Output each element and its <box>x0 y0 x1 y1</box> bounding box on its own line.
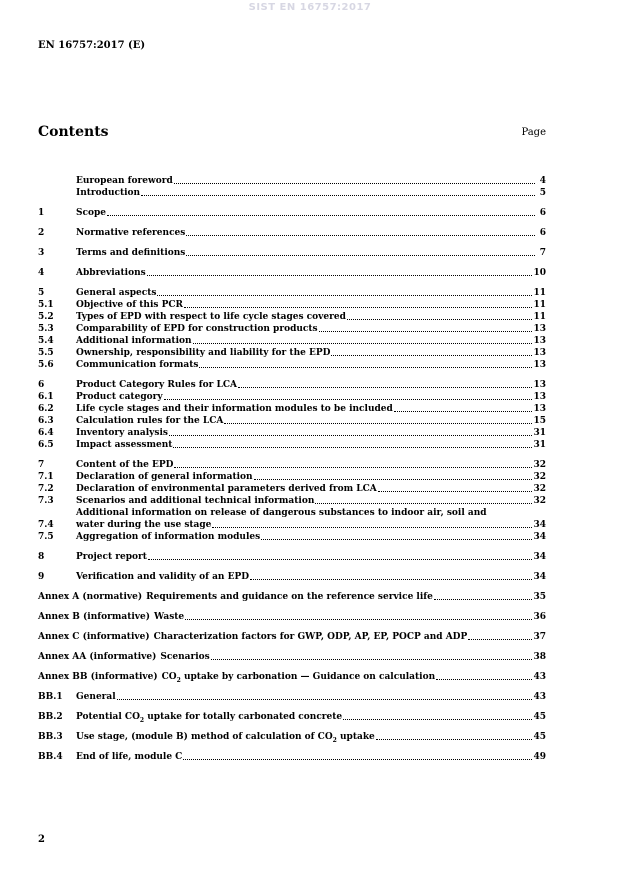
toc-entry-page: 13 <box>533 336 546 346</box>
dot-leader <box>261 539 532 540</box>
toc-entry-number: BB.2 <box>38 712 63 722</box>
toc-entry-title: Comparability of EPD for construction products <box>76 323 533 335</box>
dot-leader <box>347 319 533 320</box>
toc-entry-number: Annex AA (informative) <box>38 652 157 662</box>
toc-entry-number: 4 <box>38 268 45 278</box>
toc-entry-title: Content of the EPD <box>76 459 533 471</box>
toc-entry-page: 13 <box>533 404 546 414</box>
dot-leader <box>186 235 535 236</box>
toc-entry-page: 38 <box>533 652 546 662</box>
dot-leader <box>376 739 533 740</box>
toc-entry[interactable] <box>38 611 546 623</box>
toc-entry-page: 34 <box>533 520 546 530</box>
toc-entry-number: 5.1 <box>38 300 54 310</box>
toc-entry[interactable] <box>38 311 546 323</box>
toc-entry-number: Annex BB (informative) <box>38 672 158 682</box>
dot-leader <box>343 719 532 720</box>
toc-entry-page: 35 <box>533 592 546 602</box>
toc-entry-number: 7.4 <box>38 520 54 530</box>
toc-entry-title: Communication formats <box>76 359 533 371</box>
toc-entry-title: Project report <box>76 551 533 563</box>
toc-entry-page: 32 <box>533 484 546 494</box>
toc-entry[interactable] <box>38 691 546 703</box>
toc-entry-page: 31 <box>533 440 546 450</box>
toc-entry-page: 5 <box>539 188 546 198</box>
toc-entry-number: 5.2 <box>38 312 54 322</box>
toc-entry[interactable] <box>38 471 546 483</box>
toc-entry[interactable] <box>38 591 546 603</box>
toc-entry-title: General <box>76 691 533 703</box>
toc-entry-title: Additional information on release of dangerous substances to indoor air, soil and water during the use stage <box>76 507 533 531</box>
toc-entry-page: 11 <box>533 300 546 310</box>
toc-entry-page: 6 <box>539 208 546 218</box>
toc-entry-title: Additional information <box>76 335 533 347</box>
toc-entry-title: Ownership, responsibility and liability for the EPD <box>76 347 533 359</box>
toc-entry-page: 36 <box>533 612 546 622</box>
toc-entry-number: 8 <box>38 552 45 562</box>
toc-entry-title: Inventory analysis <box>76 427 533 439</box>
dot-leader <box>224 423 532 424</box>
toc-entry-number: 6.2 <box>38 404 54 414</box>
toc-entry-title: Characterization factors for GWP, ODP, AP, EP, POCP and ADP <box>154 631 534 643</box>
toc-entry-page: 10 <box>533 268 546 278</box>
toc-entry-page: 43 <box>533 692 546 702</box>
toc-entry-title: Impact assessment <box>76 439 533 451</box>
toc-entry[interactable] <box>38 299 546 311</box>
toc-entry-title: Aggregation of information modules <box>76 531 533 543</box>
toc-entry-title: Declaration of environmental parameters derived from LCA <box>76 483 533 495</box>
table-of-contents <box>38 175 546 763</box>
toc-entry-page: 49 <box>533 752 546 762</box>
dot-leader <box>394 411 533 412</box>
dot-leader <box>107 215 535 216</box>
dot-leader <box>250 579 532 580</box>
toc-entry[interactable] <box>38 267 546 279</box>
toc-entry-title: Requirements and guidance on the reference service life <box>146 591 533 603</box>
toc-entry-page: 11 <box>533 312 546 322</box>
toc-entry[interactable] <box>38 207 546 219</box>
toc-entry[interactable] <box>38 379 546 391</box>
toc-entry[interactable] <box>38 403 546 415</box>
toc-entry-number: 5 <box>38 288 45 298</box>
dot-leader <box>169 435 533 436</box>
toc-entry-page: 13 <box>533 392 546 402</box>
toc-entry-number: 7.3 <box>38 496 54 506</box>
toc-entry-page: 34 <box>533 552 546 562</box>
toc-entry[interactable] <box>38 731 546 743</box>
toc-entry-number: 7.5 <box>38 532 54 542</box>
dot-leader <box>174 467 532 468</box>
toc-entry-number: BB.3 <box>38 732 63 742</box>
dot-leader <box>157 295 532 296</box>
toc-entry-page: 45 <box>533 732 546 742</box>
toc-entry[interactable] <box>38 459 546 471</box>
toc-entry-number: 6 <box>38 380 45 390</box>
dot-leader <box>174 183 535 184</box>
toc-entry[interactable] <box>38 175 546 187</box>
toc-entry[interactable] <box>38 507 546 531</box>
dot-leader <box>468 639 532 640</box>
toc-entry[interactable] <box>38 247 546 259</box>
contents-heading: Contents <box>38 124 109 140</box>
toc-entry-title: End of life, module C <box>76 751 533 763</box>
toc-entry[interactable] <box>38 391 546 403</box>
dot-leader <box>254 479 533 480</box>
toc-entry-page: 45 <box>533 712 546 722</box>
document-id: EN 16757:2017 (E) <box>38 40 146 51</box>
page-column-label: Page <box>521 127 546 138</box>
toc-entry-number: BB.1 <box>38 692 63 702</box>
toc-entry[interactable] <box>38 359 546 371</box>
toc-entry-number: Annex A (normative) <box>38 592 143 602</box>
dot-leader <box>238 387 532 388</box>
toc-entry[interactable] <box>38 427 546 439</box>
toc-entry-title: Use stage, (module B) method of calculation of $CO_2$ uptake <box>76 731 533 743</box>
dot-leader <box>186 255 535 256</box>
toc-entry-page: 4 <box>539 176 546 186</box>
toc-entry-page: 31 <box>533 428 546 438</box>
toc-entry-title: Product Category Rules for LCA <box>76 379 533 391</box>
toc-entry-page: 6 <box>539 228 546 238</box>
dot-leader <box>211 659 533 660</box>
toc-entry[interactable] <box>38 571 546 583</box>
toc-entry[interactable] <box>38 187 546 199</box>
toc-entry[interactable] <box>38 631 546 643</box>
toc-entry-title: Scenarios and additional technical information <box>76 495 533 507</box>
toc-entry-page: 13 <box>533 348 546 358</box>
toc-entry-page: 32 <box>533 496 546 506</box>
toc-entry-number: 5.3 <box>38 324 54 334</box>
toc-entry-page: 15 <box>533 416 546 426</box>
toc-entry-number: 6.5 <box>38 440 54 450</box>
dot-leader <box>117 699 533 700</box>
toc-entry-page: 32 <box>533 460 546 470</box>
toc-entry-page: 34 <box>533 572 546 582</box>
dot-leader <box>147 275 533 276</box>
toc-entry-number: 7.2 <box>38 484 54 494</box>
dot-leader <box>164 399 533 400</box>
toc-entry-number: BB.4 <box>38 752 63 762</box>
dot-leader <box>183 759 532 760</box>
dot-leader <box>315 503 532 504</box>
toc-entry-title: $CO_2$ uptake by carbonation — Guidance on calculation <box>162 671 534 683</box>
toc-entry-number: 6.1 <box>38 392 54 402</box>
toc-entry-number: 2 <box>38 228 45 238</box>
dot-leader <box>378 491 533 492</box>
toc-entry-title: Calculation rules for the LCA <box>76 415 533 427</box>
toc-entry[interactable] <box>38 227 546 239</box>
dot-leader <box>434 599 533 600</box>
dot-leader <box>436 679 532 680</box>
toc-entry-title: Types of EPD with respect to life cycle stages covered <box>76 311 533 323</box>
toc-entry[interactable] <box>38 531 546 543</box>
toc-entry-title: Introduction <box>76 187 536 199</box>
toc-entry-number: 5.4 <box>38 336 54 346</box>
toc-entry-page: 32 <box>533 472 546 482</box>
toc-entry[interactable] <box>38 335 546 347</box>
dot-leader <box>212 527 532 528</box>
toc-entry-title: European foreword <box>76 175 536 187</box>
toc-entry[interactable] <box>38 323 546 335</box>
dot-leader <box>185 619 532 620</box>
toc-entry-number: 9 <box>38 572 45 582</box>
toc-entry-title: General aspects <box>76 287 533 299</box>
toc-entry-title: Verification and validity of an EPD <box>76 571 533 583</box>
toc-entry-title: Declaration of general information <box>76 471 533 483</box>
toc-entry-number: Annex C (informative) <box>38 632 150 642</box>
toc-entry-title: Waste <box>154 611 533 623</box>
toc-entry-number: 5.5 <box>38 348 54 358</box>
dot-leader <box>173 447 532 448</box>
dot-leader <box>148 559 533 560</box>
toc-entry-number: 6.4 <box>38 428 54 438</box>
toc-entry[interactable] <box>38 751 546 763</box>
toc-entry-number: 6.3 <box>38 416 54 426</box>
toc-entry-title: Scope <box>76 207 536 219</box>
watermark: SIST EN 16757:2017 <box>248 2 372 13</box>
toc-entry[interactable] <box>38 347 546 359</box>
toc-entry-page: 13 <box>533 360 546 370</box>
dot-leader <box>193 343 533 344</box>
toc-entry-title: Normative references <box>76 227 536 239</box>
toc-entry-page: 43 <box>533 672 546 682</box>
toc-entry-page: 13 <box>533 324 546 334</box>
toc-entry-title: Terms and definitions <box>76 247 536 259</box>
dot-leader <box>199 367 532 368</box>
toc-entry[interactable] <box>38 671 546 683</box>
dot-leader <box>331 355 532 356</box>
toc-entry-page: 11 <box>533 288 546 298</box>
toc-entry-title: Life cycle stages and their information modules to be included <box>76 403 533 415</box>
dot-leader <box>319 331 533 332</box>
toc-entry-page: 37 <box>533 632 546 642</box>
toc-entry-title: Product category <box>76 391 533 403</box>
toc-entry[interactable] <box>38 551 546 563</box>
toc-entry[interactable] <box>38 439 546 451</box>
toc-entry-number: 3 <box>38 248 45 258</box>
toc-entry-page: 34 <box>533 532 546 542</box>
toc-entry[interactable] <box>38 483 546 495</box>
toc-entry-number: Annex B (informative) <box>38 612 151 622</box>
toc-entry-number: 5.6 <box>38 360 54 370</box>
toc-entry-title: Objective of this PCR <box>76 299 533 311</box>
toc-entry[interactable] <box>38 495 546 507</box>
toc-entry-number: 7 <box>38 460 45 470</box>
page-number: 2 <box>38 834 45 845</box>
toc-entry-title: Abbreviations <box>76 267 533 279</box>
toc-entry-title: Scenarios <box>160 651 533 663</box>
dot-leader <box>141 195 535 196</box>
toc-entry-title: Potential $CO_2$ uptake for totally carbonated concrete <box>76 711 533 723</box>
toc-entry-page: 13 <box>533 380 546 390</box>
toc-entry-number: 1 <box>38 208 45 218</box>
toc-entry[interactable] <box>38 287 546 299</box>
toc-entry-number: 7.1 <box>38 472 54 482</box>
toc-entry[interactable] <box>38 415 546 427</box>
toc-entry-page: 7 <box>539 248 546 258</box>
toc-entry[interactable] <box>38 711 546 723</box>
toc-entry[interactable] <box>38 651 546 663</box>
dot-leader <box>184 307 532 308</box>
